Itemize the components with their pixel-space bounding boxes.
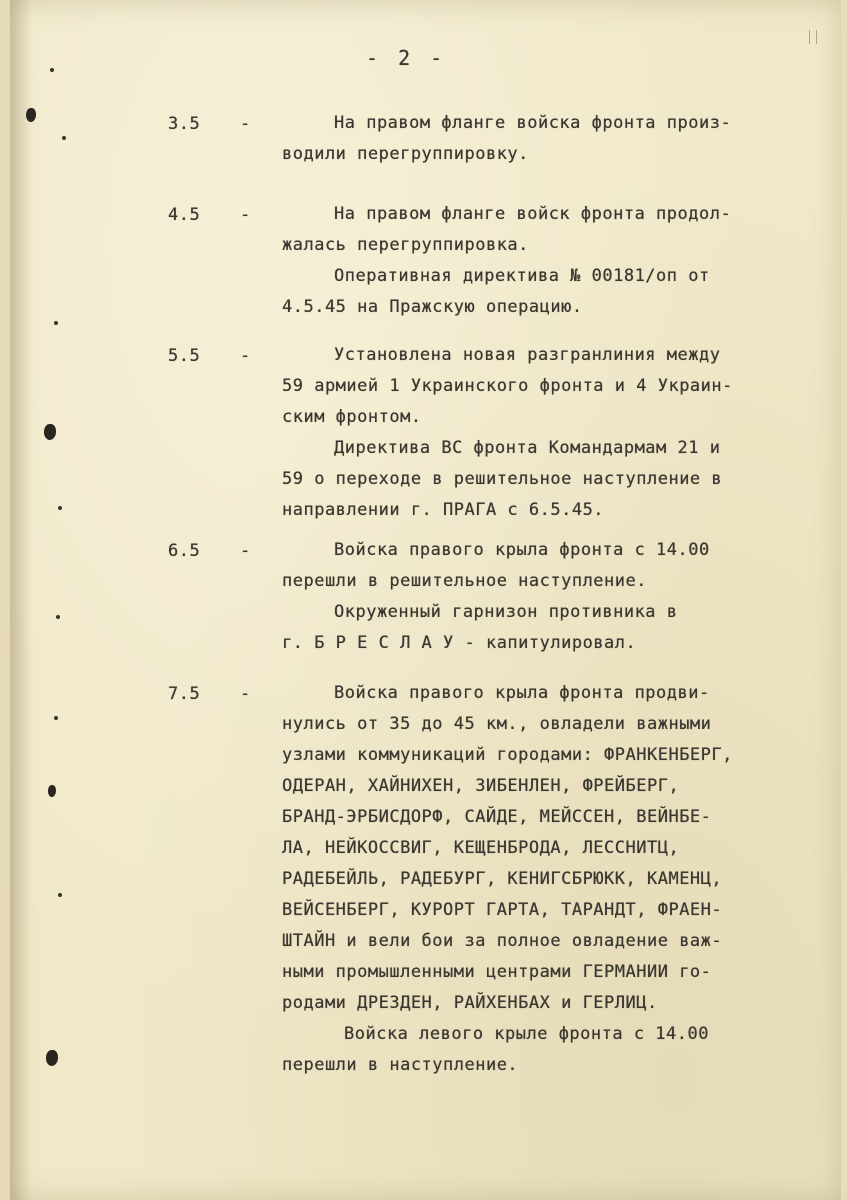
text-line: Оперативная директива № 00181/оп от	[334, 266, 710, 286]
entry-dash: -	[240, 684, 251, 704]
entry-paragraph	[282, 678, 782, 1081]
text-line: родами ДРЕЗДЕН, РАЙХЕНБАХ и ГЕРЛИЦ.	[282, 993, 658, 1013]
entry-paragraph	[282, 535, 782, 659]
entry-paragraph	[282, 340, 782, 526]
text-line: Окруженный гарнизон противника в	[334, 602, 678, 622]
paper-speck	[62, 136, 66, 140]
page-edge-shadow	[10, 0, 32, 1200]
entry-dash: -	[240, 346, 251, 366]
text-line: узлами коммуникаций городами: ФРАНКЕНБЕРГ,	[282, 745, 733, 765]
text-line: На правом фланге войска фронта произ-	[334, 113, 732, 133]
binding-hole	[48, 785, 56, 797]
text-line: направлении г. ПРАГА с 6.5.45.	[282, 500, 605, 520]
paper-speck	[54, 716, 58, 720]
entry-date: 6.5	[168, 541, 201, 561]
text-line: На правом фланге войск фронта продол-	[334, 204, 732, 224]
text-line: ВЕЙСЕНБЕРГ, КУРОРТ ГАРТА, ТАРАНДТ, ФРАЕН-	[282, 900, 723, 920]
binding-hole	[46, 1050, 58, 1066]
paper-speck	[50, 68, 54, 72]
text-line: ским фронтом.	[282, 407, 422, 427]
text-line: нулись от 35 до 45 км., овладели важными	[282, 714, 712, 734]
page-number: - 2 -	[366, 46, 447, 70]
text-line: 59 о переходе в решительное наступление в	[282, 469, 723, 489]
text-line: ЛА, НЕЙКОССВИГ, КЕЩЕНБРОДА, ЛЕССНИТЦ,	[282, 838, 680, 858]
entry-date: 7.5	[168, 684, 201, 704]
text-line: водили перегруппировку.	[282, 144, 529, 164]
binding-hole	[26, 108, 36, 122]
entry-date: 5.5	[168, 346, 201, 366]
text-line: Войска правого крыла фронта с 14.00	[334, 540, 710, 560]
text-line: ными промышленными центрами ГЕРМАНИИ го-	[282, 962, 712, 982]
text-line: г. Б Р Е С Л А У - капитулировал.	[282, 633, 637, 653]
text-line: Директива ВС фронта Командармам 21 и	[334, 438, 721, 458]
paper-speck	[58, 893, 62, 897]
text-line: перешли в решительное наступление.	[282, 571, 647, 591]
text-line: Установлена новая разгранлиния между	[334, 345, 721, 365]
entry-date: 3.5	[168, 114, 201, 134]
text-line: жалась перегруппировка.	[282, 235, 529, 255]
text-line: РАДЕБЕЙЛЬ, РАДЕБУРГ, КЕНИГСБРЮКК, КАМЕНЦ,	[282, 869, 723, 889]
entry-dash: -	[240, 205, 251, 225]
paper-speck	[56, 615, 60, 619]
binding-hole	[44, 424, 56, 440]
text-line: 59 армией 1 Украинского фронта и 4 Украин-	[282, 376, 733, 396]
entry-dash: -	[240, 114, 251, 134]
entry-dash: -	[240, 541, 251, 561]
entry-paragraph	[282, 108, 782, 170]
text-line: ШТАЙН и вели бои за полное овладение важ-	[282, 931, 723, 951]
text-line: Войска левого крыле фронта с 14.00	[344, 1024, 709, 1044]
paper-speck	[54, 321, 58, 325]
text-line: 4.5.45 на Пражскую операцию.	[282, 297, 583, 317]
text-line: Войска правого крыла фронта продви-	[334, 683, 710, 703]
entry-date: 4.5	[168, 205, 201, 225]
corner-mark	[809, 30, 817, 44]
entry-paragraph	[282, 199, 782, 323]
text-line: БРАНД-ЭРБИСДОРФ, САЙДЕ, МЕЙССЕН, ВЕЙНБЕ-	[282, 807, 712, 827]
paper-speck	[58, 506, 62, 510]
text-line: перешли в наступление.	[282, 1055, 519, 1075]
text-line: ОДЕРАН, ХАЙНИХЕН, ЗИБЕНЛЕН, ФРЕЙБЕРГ,	[282, 776, 680, 796]
